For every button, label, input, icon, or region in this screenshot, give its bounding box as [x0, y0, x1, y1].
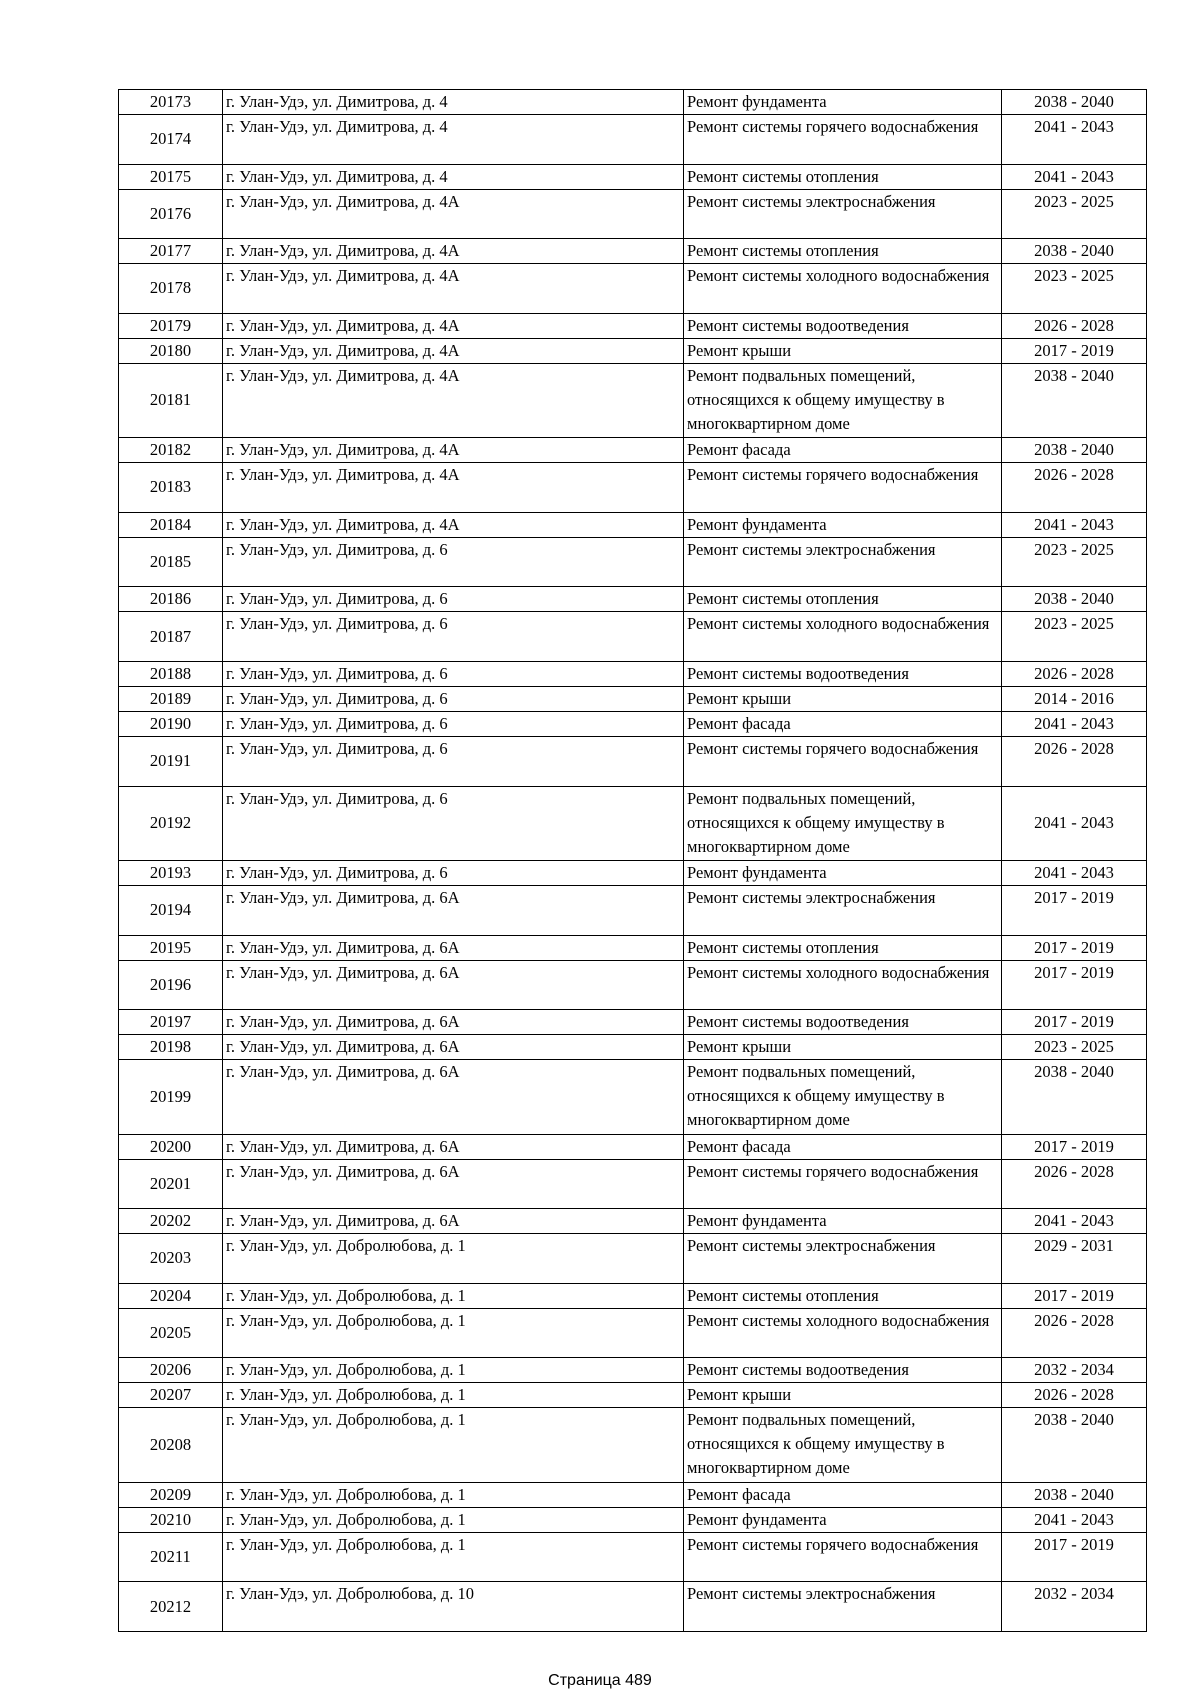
row-address: г. Улан-Удэ, ул. Добролюбова, д. 1 [223, 1507, 684, 1532]
row-id: 20208 [119, 1408, 223, 1482]
table-row [119, 512, 1147, 537]
row-period: 2026 - 2028 [1002, 1383, 1147, 1408]
row-id: 20200 [119, 1134, 223, 1159]
row-id: 20177 [119, 239, 223, 264]
table-row [119, 786, 1147, 860]
row-work-type: Ремонт системы холодного водоснабжения [684, 1308, 1002, 1358]
row-period: 2026 - 2028 [1002, 736, 1147, 786]
table-row [119, 612, 1147, 662]
row-address: г. Улан-Удэ, ул. Димитрова, д. 6А [223, 1159, 684, 1209]
row-work-type: Ремонт системы горячего водоснабжения [684, 463, 1002, 513]
row-address: г. Улан-Удэ, ул. Добролюбова, д. 1 [223, 1383, 684, 1408]
row-id: 20205 [119, 1308, 223, 1358]
table-row [119, 1358, 1147, 1383]
row-period: 2014 - 2016 [1002, 686, 1147, 711]
row-id: 20175 [119, 164, 223, 189]
row-period: 2023 - 2025 [1002, 264, 1147, 314]
row-period: 2038 - 2040 [1002, 90, 1147, 115]
row-address: г. Улан-Удэ, ул. Димитрова, д. 6А [223, 1035, 684, 1060]
row-period: 2023 - 2025 [1002, 537, 1147, 587]
row-id: 20209 [119, 1482, 223, 1507]
row-address: г. Улан-Удэ, ул. Димитрова, д. 6 [223, 860, 684, 885]
row-id: 20181 [119, 363, 223, 437]
row-id: 20178 [119, 264, 223, 314]
row-address: г. Улан-Удэ, ул. Добролюбова, д. 1 [223, 1234, 684, 1284]
table-row [119, 264, 1147, 314]
row-address: г. Улан-Удэ, ул. Добролюбова, д. 1 [223, 1358, 684, 1383]
row-work-type: Ремонт фундамента [684, 1507, 1002, 1532]
table-row [119, 537, 1147, 587]
table-row [119, 1209, 1147, 1234]
table-row [119, 935, 1147, 960]
row-work-type: Ремонт системы холодного водоснабжения [684, 612, 1002, 662]
row-address: г. Улан-Удэ, ул. Димитрова, д. 6 [223, 736, 684, 786]
row-work-type: Ремонт системы водоотведения [684, 1010, 1002, 1035]
row-address: г. Улан-Удэ, ул. Димитрова, д. 6 [223, 661, 684, 686]
row-address: г. Улан-Удэ, ул. Добролюбова, д. 10 [223, 1582, 684, 1632]
row-address: г. Улан-Удэ, ул. Димитрова, д. 4А [223, 189, 684, 239]
row-period: 2041 - 2043 [1002, 786, 1147, 860]
row-work-type: Ремонт системы горячего водоснабжения [684, 115, 1002, 165]
row-period: 2038 - 2040 [1002, 1060, 1147, 1134]
row-id: 20194 [119, 885, 223, 935]
row-id: 20203 [119, 1234, 223, 1284]
table-row [119, 1582, 1147, 1632]
row-work-type: Ремонт системы электроснабжения [684, 885, 1002, 935]
row-work-type: Ремонт фасада [684, 711, 1002, 736]
row-work-type: Ремонт подвальных помещений, относящихся к общему имуществу в многоквартирном доме [684, 786, 1002, 860]
row-work-type: Ремонт фундамента [684, 860, 1002, 885]
table-row [119, 463, 1147, 513]
row-id: 20202 [119, 1209, 223, 1234]
row-work-type: Ремонт системы отопления [684, 935, 1002, 960]
row-id: 20186 [119, 587, 223, 612]
table-row [119, 1408, 1147, 1482]
row-address: г. Улан-Удэ, ул. Добролюбова, д. 1 [223, 1308, 684, 1358]
row-work-type: Ремонт фундамента [684, 512, 1002, 537]
row-address: г. Улан-Удэ, ул. Димитрова, д. 4 [223, 164, 684, 189]
row-work-type: Ремонт системы горячего водоснабжения [684, 736, 1002, 786]
row-period: 2017 - 2019 [1002, 1134, 1147, 1159]
table-row [119, 885, 1147, 935]
row-address: г. Улан-Удэ, ул. Димитрова, д. 4 [223, 90, 684, 115]
row-address: г. Улан-Удэ, ул. Димитрова, д. 6 [223, 587, 684, 612]
row-id: 20184 [119, 512, 223, 537]
row-address: г. Улан-Удэ, ул. Димитрова, д. 4 [223, 115, 684, 165]
row-id: 20173 [119, 90, 223, 115]
table-row [119, 1308, 1147, 1358]
row-address: г. Улан-Удэ, ул. Димитрова, д. 4А [223, 338, 684, 363]
row-work-type: Ремонт системы горячего водоснабжения [684, 1159, 1002, 1209]
row-id: 20211 [119, 1532, 223, 1582]
table-row [119, 1383, 1147, 1408]
row-id: 20174 [119, 115, 223, 165]
row-id: 20185 [119, 537, 223, 587]
row-period: 2038 - 2040 [1002, 438, 1147, 463]
row-address: г. Улан-Удэ, ул. Добролюбова, д. 1 [223, 1482, 684, 1507]
row-address: г. Улан-Удэ, ул. Добролюбова, д. 1 [223, 1408, 684, 1482]
row-id: 20176 [119, 189, 223, 239]
row-id: 20191 [119, 736, 223, 786]
row-work-type: Ремонт системы отопления [684, 239, 1002, 264]
row-work-type: Ремонт крыши [684, 1383, 1002, 1408]
row-id: 20201 [119, 1159, 223, 1209]
table-row [119, 1134, 1147, 1159]
table-row [119, 1035, 1147, 1060]
row-work-type: Ремонт системы горячего водоснабжения [684, 1532, 1002, 1582]
row-period: 2038 - 2040 [1002, 363, 1147, 437]
row-work-type: Ремонт фундамента [684, 90, 1002, 115]
table-row [119, 960, 1147, 1010]
row-work-type: Ремонт системы водоотведения [684, 661, 1002, 686]
row-id: 20180 [119, 338, 223, 363]
row-period: 2041 - 2043 [1002, 1507, 1147, 1532]
table-row [119, 189, 1147, 239]
row-address: г. Улан-Удэ, ул. Димитрова, д. 6А [223, 935, 684, 960]
row-work-type: Ремонт подвальных помещений, относящихся к общему имуществу в многоквартирном доме [684, 1408, 1002, 1482]
row-address: г. Улан-Удэ, ул. Димитрова, д. 6А [223, 1010, 684, 1035]
row-id: 20187 [119, 612, 223, 662]
table-row [119, 587, 1147, 612]
table-row [119, 711, 1147, 736]
row-period: 2023 - 2025 [1002, 189, 1147, 239]
row-period: 2023 - 2025 [1002, 1035, 1147, 1060]
row-work-type: Ремонт фасада [684, 1134, 1002, 1159]
row-work-type: Ремонт системы холодного водоснабжения [684, 264, 1002, 314]
row-period: 2041 - 2043 [1002, 1209, 1147, 1234]
row-period: 2017 - 2019 [1002, 960, 1147, 1010]
row-address: г. Улан-Удэ, ул. Димитрова, д. 4А [223, 463, 684, 513]
table-row [119, 90, 1147, 115]
row-id: 20190 [119, 711, 223, 736]
row-address: г. Улан-Удэ, ул. Димитрова, д. 6А [223, 1060, 684, 1134]
row-period: 2038 - 2040 [1002, 1482, 1147, 1507]
row-address: г. Улан-Удэ, ул. Димитрова, д. 4А [223, 313, 684, 338]
row-address: г. Улан-Удэ, ул. Димитрова, д. 6 [223, 612, 684, 662]
row-period: 2026 - 2028 [1002, 1308, 1147, 1358]
table-row [119, 1532, 1147, 1582]
table-row [119, 1482, 1147, 1507]
repair-schedule-table [118, 89, 1147, 1632]
page-number: Страница 489 [548, 1672, 652, 1689]
table-row [119, 1234, 1147, 1284]
row-address: г. Улан-Удэ, ул. Димитрова, д. 4А [223, 239, 684, 264]
row-id: 20197 [119, 1010, 223, 1035]
row-id: 20193 [119, 860, 223, 885]
row-work-type: Ремонт системы водоотведения [684, 1358, 1002, 1383]
row-period: 2026 - 2028 [1002, 313, 1147, 338]
table-row [119, 313, 1147, 338]
row-address: г. Улан-Удэ, ул. Добролюбова, д. 1 [223, 1283, 684, 1308]
table-row [119, 1507, 1147, 1532]
row-id: 20199 [119, 1060, 223, 1134]
row-work-type: Ремонт системы электроснабжения [684, 1234, 1002, 1284]
row-id: 20198 [119, 1035, 223, 1060]
row-address: г. Улан-Удэ, ул. Димитрова, д. 4А [223, 438, 684, 463]
row-period: 2041 - 2043 [1002, 711, 1147, 736]
row-id: 20188 [119, 661, 223, 686]
row-id: 20179 [119, 313, 223, 338]
table-row [119, 363, 1147, 437]
row-id: 20206 [119, 1358, 223, 1383]
row-id: 20182 [119, 438, 223, 463]
row-address: г. Улан-Удэ, ул. Димитрова, д. 4А [223, 512, 684, 537]
row-id: 20212 [119, 1582, 223, 1632]
row-id: 20207 [119, 1383, 223, 1408]
row-period: 2017 - 2019 [1002, 935, 1147, 960]
row-period: 2038 - 2040 [1002, 1408, 1147, 1482]
table-row [119, 1283, 1147, 1308]
row-id: 20195 [119, 935, 223, 960]
row-period: 2017 - 2019 [1002, 1283, 1147, 1308]
row-address: г. Улан-Удэ, ул. Димитрова, д. 6А [223, 1134, 684, 1159]
row-work-type: Ремонт системы отопления [684, 1283, 1002, 1308]
row-id: 20192 [119, 786, 223, 860]
row-period: 2041 - 2043 [1002, 512, 1147, 537]
row-work-type: Ремонт системы водоотведения [684, 313, 1002, 338]
table-row [119, 1060, 1147, 1134]
row-work-type: Ремонт фундамента [684, 1209, 1002, 1234]
row-address: г. Улан-Удэ, ул. Димитрова, д. 6 [223, 786, 684, 860]
row-period: 2041 - 2043 [1002, 115, 1147, 165]
row-work-type: Ремонт системы электроснабжения [684, 1582, 1002, 1632]
table-row [119, 661, 1147, 686]
table-row [119, 115, 1147, 165]
row-address: г. Улан-Удэ, ул. Димитрова, д. 6 [223, 686, 684, 711]
row-work-type: Ремонт системы отопления [684, 587, 1002, 612]
table-row [119, 736, 1147, 786]
row-work-type: Ремонт крыши [684, 338, 1002, 363]
row-address: г. Улан-Удэ, ул. Добролюбова, д. 1 [223, 1532, 684, 1582]
row-period: 2041 - 2043 [1002, 164, 1147, 189]
row-address: г. Улан-Удэ, ул. Димитрова, д. 6А [223, 885, 684, 935]
table-row [119, 1010, 1147, 1035]
row-id: 20183 [119, 463, 223, 513]
row-address: г. Улан-Удэ, ул. Димитрова, д. 6 [223, 537, 684, 587]
row-work-type: Ремонт крыши [684, 1035, 1002, 1060]
row-period: 2026 - 2028 [1002, 661, 1147, 686]
row-period: 2017 - 2019 [1002, 338, 1147, 363]
row-address: г. Улан-Удэ, ул. Димитрова, д. 6А [223, 960, 684, 1010]
row-period: 2026 - 2028 [1002, 1159, 1147, 1209]
table-row [119, 1159, 1147, 1209]
row-work-type: Ремонт фасада [684, 438, 1002, 463]
row-work-type: Ремонт системы электроснабжения [684, 537, 1002, 587]
row-period: 2032 - 2034 [1002, 1358, 1147, 1383]
table-row [119, 239, 1147, 264]
row-period: 2023 - 2025 [1002, 612, 1147, 662]
table-body [119, 90, 1147, 1632]
row-work-type: Ремонт системы холодного водоснабжения [684, 960, 1002, 1010]
row-address: г. Улан-Удэ, ул. Димитрова, д. 4А [223, 264, 684, 314]
row-period: 2029 - 2031 [1002, 1234, 1147, 1284]
row-period: 2017 - 2019 [1002, 1010, 1147, 1035]
row-period: 2038 - 2040 [1002, 239, 1147, 264]
row-period: 2032 - 2034 [1002, 1582, 1147, 1632]
table-row [119, 860, 1147, 885]
row-work-type: Ремонт подвальных помещений, относящихся к общему имуществу в многоквартирном доме [684, 1060, 1002, 1134]
row-work-type: Ремонт крыши [684, 686, 1002, 711]
row-address: г. Улан-Удэ, ул. Димитрова, д. 4А [223, 363, 684, 437]
row-id: 20189 [119, 686, 223, 711]
row-id: 20196 [119, 960, 223, 1010]
row-address: г. Улан-Удэ, ул. Димитрова, д. 6 [223, 711, 684, 736]
row-id: 20204 [119, 1283, 223, 1308]
row-id: 20210 [119, 1507, 223, 1532]
row-period: 2041 - 2043 [1002, 860, 1147, 885]
row-address: г. Улан-Удэ, ул. Димитрова, д. 6А [223, 1209, 684, 1234]
row-work-type: Ремонт подвальных помещений, относящихся к общему имуществу в многоквартирном доме [684, 363, 1002, 437]
row-period: 2017 - 2019 [1002, 1532, 1147, 1582]
row-period: 2038 - 2040 [1002, 587, 1147, 612]
table-row [119, 338, 1147, 363]
table-row [119, 686, 1147, 711]
row-work-type: Ремонт фасада [684, 1482, 1002, 1507]
row-work-type: Ремонт системы электроснабжения [684, 189, 1002, 239]
table-row [119, 438, 1147, 463]
row-work-type: Ремонт системы отопления [684, 164, 1002, 189]
row-period: 2026 - 2028 [1002, 463, 1147, 513]
row-period: 2017 - 2019 [1002, 885, 1147, 935]
table-row [119, 164, 1147, 189]
